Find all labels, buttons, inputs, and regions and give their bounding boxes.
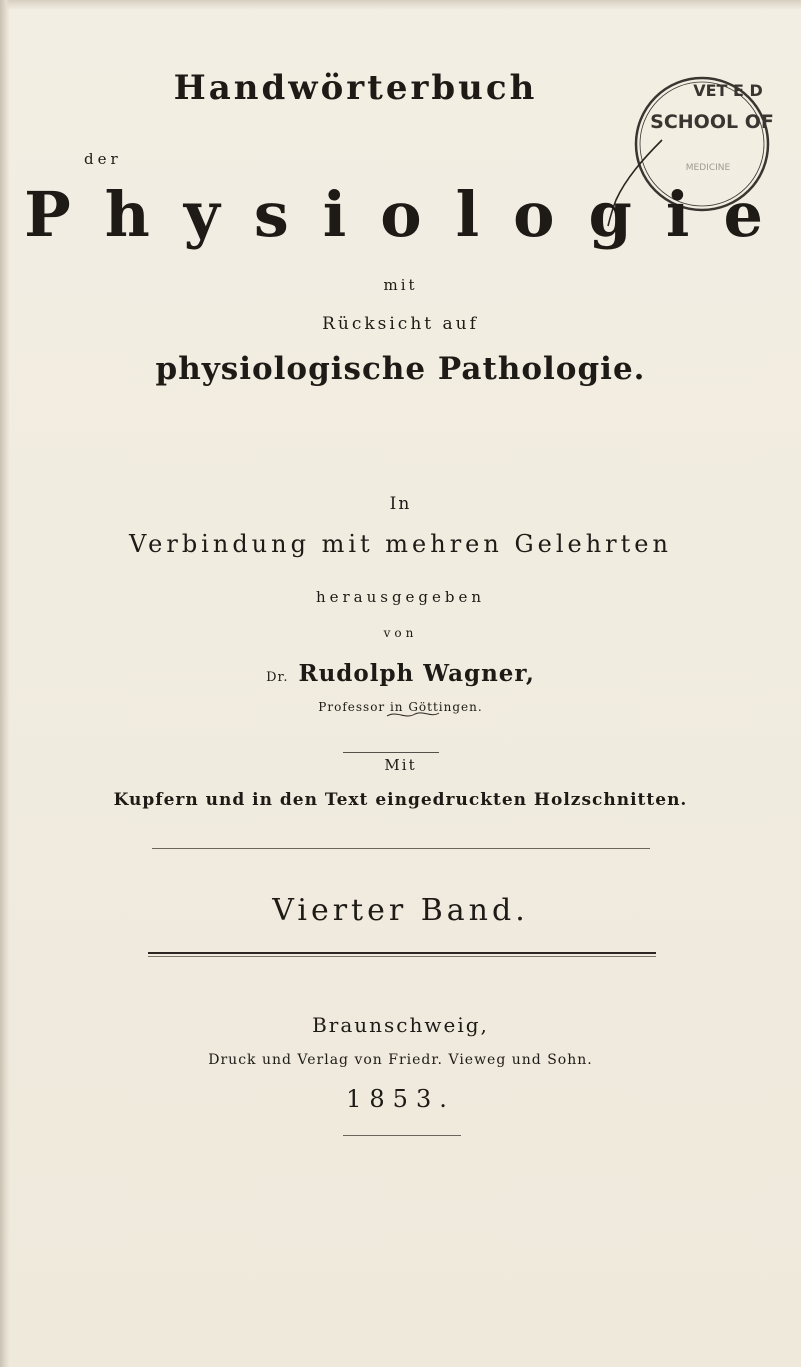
divider-double-thick — [148, 952, 656, 954]
author-line — [0, 660, 801, 687]
editors-von: von — [383, 626, 418, 640]
divider-double-thin — [148, 956, 656, 957]
author-position: Professor in Göttingen. — [318, 700, 483, 714]
author-name: Rudolph Wagner, — [298, 660, 535, 687]
divider-bottom — [343, 1135, 461, 1136]
title-subtitle: physiologische Pathologie. — [155, 351, 646, 387]
title-physiologie: Physiologie — [24, 178, 797, 251]
editors-in: In — [389, 494, 412, 514]
divider-thin — [152, 848, 650, 849]
title-ruecksicht: Rücksicht auf — [322, 314, 479, 334]
illustrations-mit: Mit — [384, 756, 417, 774]
editors-verbindung: Verbindung mit mehren Gelehrten — [129, 530, 672, 558]
stamp-text-top: VET E D — [693, 81, 763, 100]
imprint-city: Braunschweig, — [312, 1013, 489, 1037]
page-top-shadow — [0, 0, 801, 10]
illustrations-text: Kupfern und in den Text eingedruckten Holzschnitten. — [113, 790, 688, 810]
title-handwoerterbuch: Handwörterbuch — [173, 68, 538, 108]
imprint-publisher: Druck und Verlag von Friedr. Vieweg und Sohn. — [208, 1052, 593, 1068]
author-title: Dr. — [266, 670, 289, 685]
title-der: der — [84, 150, 122, 168]
stamp-text-bottom: MEDICINE — [685, 163, 731, 173]
divider-short — [343, 752, 439, 753]
stamp-text-mid: SCHOOL OF — [650, 111, 774, 133]
editors-herausgegeben: herausgegeben — [315, 588, 486, 606]
imprint-year: 1853. — [346, 1085, 455, 1113]
title-mit: mit — [383, 276, 418, 294]
volume-label: Vierter Band. — [272, 893, 529, 928]
